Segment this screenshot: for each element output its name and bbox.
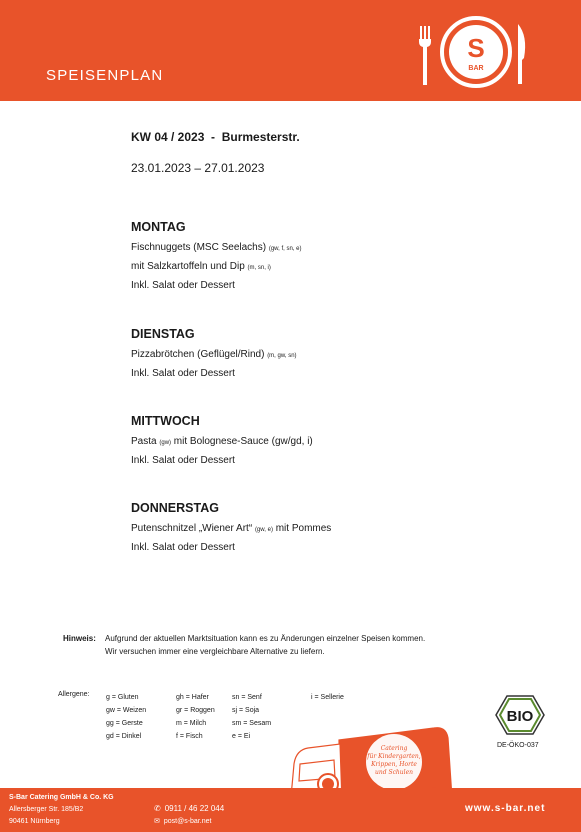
allergen-codes: (m, gw, sn) [267, 353, 297, 359]
svg-text:Krippen, Horte: Krippen, Horte [371, 761, 417, 768]
menu-line: Fischnuggets (MSC Seelachs) (gw, f, sn, e) [131, 242, 302, 253]
svg-text:für Kindergarten,: für Kindergarten, [367, 753, 421, 760]
bio-control-code: DE-ÖKO-037 [497, 742, 539, 749]
street-address: Allersberger Str. 185/B2 [9, 806, 84, 813]
allergen-item: gd = Dinkel [106, 733, 142, 740]
day-block-donnerstag [131, 501, 531, 556]
allergen-codes: (m, sn, i) [247, 265, 271, 271]
allergen-item: sn = Senf [232, 694, 262, 701]
allergen-item: gr = Roggen [176, 707, 215, 714]
allergen-item: sm = Sesam [232, 720, 272, 727]
day-name: DONNERSTAG [131, 501, 219, 515]
allergen-item: g = Gluten [106, 694, 139, 701]
logo-letter: S [467, 33, 485, 63]
menu-line: mit Salzkartoffeln und Dip (m, sn, i) [131, 261, 271, 272]
day-block-dienstag [131, 327, 531, 382]
allergen-item: gw = Weizen [106, 707, 147, 714]
city-address: 90461 Nürnberg [9, 818, 60, 825]
sbar-logo [416, 14, 536, 90]
phone-number: ✆ 0911 / 46 22 044 [154, 804, 225, 813]
menu-line: Pasta (gw) mit Bolognese-Sauce (gw/gd, i) [131, 436, 313, 447]
svg-text:und Schulen: und Schulen [374, 769, 414, 776]
notice-label: Hinweis: [63, 634, 96, 643]
mail-icon: ✉ [154, 818, 160, 825]
menu-line: Inkl. Salat oder Dessert [131, 455, 235, 466]
header-bar [0, 0, 581, 101]
allergen-item: gg = Gerste [106, 720, 143, 727]
menu-suffix: mit Pommes [272, 523, 332, 534]
menu-line: Inkl. Salat oder Dessert [131, 368, 235, 379]
date-range: 23.01.2023 – 27.01.2023 [131, 161, 265, 175]
allergen-codes: (gw) [159, 440, 172, 446]
email-link[interactable]: ✉ post@s-bar.net [154, 818, 212, 825]
day-block-mittwoch [131, 414, 531, 469]
svg-text:Catering: Catering [380, 745, 408, 752]
day-name: MONTAG [131, 220, 186, 234]
allergen-item: i = Sellerie [311, 694, 344, 701]
company-name: S-Bar Catering GmbH & Co. KG [9, 794, 114, 801]
logo-subtext: BAR [468, 65, 484, 72]
bio-seal-text: BIO [506, 708, 534, 725]
footer-bar [0, 788, 581, 832]
website-link[interactable]: www.s-bar.net [465, 803, 546, 814]
week-heading: KW 04 / 2023 - Burmesterstr. [131, 130, 300, 144]
menu-line: Pizzabrötchen (Geflügel/Rind) (m, gw, sn) [131, 349, 297, 360]
menu-line: Putenschnitzel „Wiener Art“ (gw, e) mit Pommes [131, 523, 332, 534]
notice-text: Aufgrund der aktuellen Marktsituation kann es zu Änderungen einzelner Speisen kommen. Wir versuchen immer eine vergleichbare Alternative zu liefern. [105, 634, 426, 656]
menu-line: Inkl. Salat oder Dessert [131, 280, 235, 291]
menu-line: Inkl. Salat oder Dessert [131, 542, 235, 553]
allergen-item: sj = Soja [232, 707, 260, 714]
allergen-item: gh = Hafer [176, 694, 209, 701]
day-block-montag [131, 220, 531, 294]
phone-icon: ✆ [154, 804, 161, 813]
allergen-item: f = Fisch [176, 733, 203, 740]
allergen-codes: (gw, f, sn, e) [268, 246, 302, 252]
allergen-legend-label: Allergene: [58, 691, 90, 698]
menu-suffix: mit Bolognese-Sauce (gw/gd, i) [171, 436, 313, 447]
bio-seal-icon [495, 694, 545, 736]
page-title: SPEISENPLAN [46, 67, 164, 84]
knife-icon [518, 24, 525, 84]
fork-icon [419, 26, 431, 85]
day-name: MITTWOCH [131, 414, 200, 428]
allergen-item: e = Ei [232, 733, 251, 740]
allergen-codes: (gw, e) [254, 527, 273, 533]
day-name: DIENSTAG [131, 327, 195, 341]
allergen-item: m = Milch [176, 720, 207, 727]
